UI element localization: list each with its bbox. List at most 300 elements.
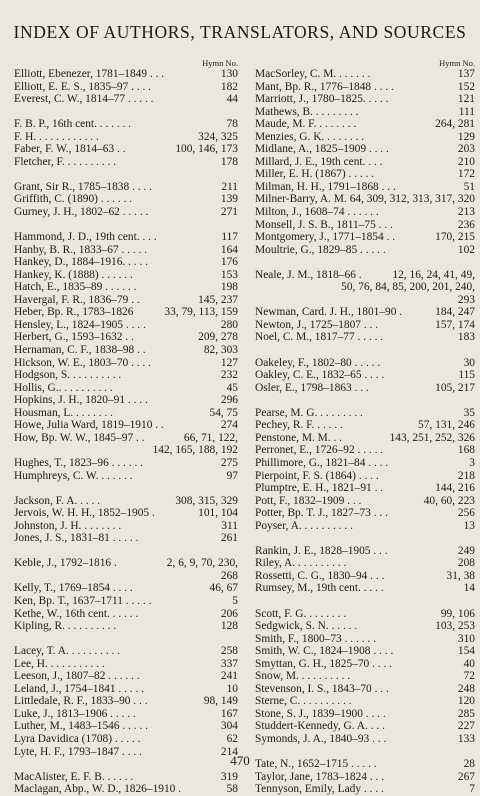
entry-author: Elliott, Ebenezer, 1781–1849 . . . [14, 68, 165, 80]
index-entry [255, 783, 475, 796]
index-entry [14, 582, 238, 595]
index-entry [255, 206, 475, 219]
left-entry-list [14, 68, 238, 796]
index-entry [14, 294, 238, 307]
entry-hymn-numbers: 271 [220, 206, 238, 219]
entry-author: Tennyson, Emily, Lady . . . . [255, 783, 384, 796]
entry-hymn-numbers: 44 [226, 93, 238, 106]
index-entry [14, 81, 238, 94]
entry-hymn-numbers: 203 [457, 143, 475, 156]
index-entry [255, 244, 475, 257]
entry-author: How, Bp. W. W., 1845–97 . . [14, 431, 145, 444]
entry-hymn-numbers: 139 [220, 193, 238, 206]
index-entry [255, 68, 475, 81]
entry-hymn-numbers: 117 [221, 231, 238, 244]
index-entry [14, 394, 238, 407]
index-entry [255, 331, 475, 344]
entry-hymn-numbers: 210 [457, 155, 475, 168]
entry-hymn-numbers: 102 [457, 243, 475, 256]
entry-author: Pierpoint, F. S. (1864) . . . . [255, 469, 379, 482]
index-entry [14, 733, 238, 746]
index-entry [14, 269, 238, 282]
right-entry-list [255, 68, 475, 796]
index-entry [14, 683, 238, 696]
entry-hymn-numbers: 264, 281 [435, 118, 475, 131]
index-entry [255, 419, 475, 432]
entry-author: Housman, L. . . . . . . . [14, 406, 114, 419]
entry-hymn-numbers: 256 [457, 507, 475, 520]
entry-hymn-numbers: 120 [457, 695, 475, 708]
entry-hymn-numbers: 168 [457, 444, 475, 457]
entry-author: Marriott, J., 1780–1825. . . . . [255, 93, 389, 106]
entry-author: Hatch, E., 1835–89 . . . . . . [14, 281, 137, 294]
entry-hymn-numbers: 310 [457, 632, 475, 645]
entry-author: Newton, J., 1725–1807 . . . [255, 318, 379, 331]
index-entry [14, 369, 238, 382]
index-entry [255, 570, 475, 583]
index-entry [255, 708, 475, 721]
entry-hymn-numbers: 10 [226, 682, 238, 695]
index-entry [14, 557, 238, 570]
index-entry [14, 470, 238, 483]
index-entry [255, 143, 475, 156]
index-entry [255, 683, 475, 696]
entry-author: Howe, Julia Ward, 1819–1910 . . [14, 419, 164, 432]
index-entry [255, 457, 475, 470]
index-entry [255, 357, 475, 370]
entry-author: Studdert-Kennedy, G. A. . . . [255, 720, 385, 733]
hymn-number-heading-left: Hymn No. [202, 58, 238, 68]
entry-hymn-numbers: 208 [457, 557, 475, 570]
entry-author: Osler, E., 1798–1863 . . . [255, 381, 369, 394]
entry-author: Hernaman, C. F., 1838–98 . . [14, 344, 146, 357]
entry-author: Jackson, F. A. . . . . [14, 494, 101, 507]
index-entry [255, 545, 475, 558]
index-entry [14, 658, 238, 671]
entry-author: Phillimore, G., 1821–84 . . . . [255, 456, 389, 469]
entry-author: Miller, E. H. (1867) . . . . . [255, 168, 375, 181]
index-entry [14, 256, 238, 269]
entry-continuation: 268 [220, 569, 238, 582]
entry-author: Maude, M. F. . . . . . . . [255, 118, 357, 131]
entry-hymn-numbers: 64, 309, 312, 313, 317, 320 [349, 193, 475, 206]
entry-author: Griffith, C. (1890) . . . . . . [14, 193, 133, 206]
entry-author: Smith, F., 1800–73 . . . . . . [255, 632, 376, 645]
entry-author: Ken, Bp. T., 1637–1711 . . . . . [14, 594, 152, 607]
entry-hymn-numbers: 111 [458, 105, 475, 118]
entry-hymn-numbers: 337 [220, 657, 238, 670]
entry-hymn-numbers: 153 [220, 268, 238, 281]
entry-author: Snow, M. . . . . . . . . . [255, 670, 351, 683]
entry-hymn-numbers: 261 [220, 532, 238, 545]
index-entry [255, 720, 475, 733]
entry-author: Fletcher, F. . . . . . . . . . [14, 155, 117, 168]
entry-author: Lacey, T. A. . . . . . . . . . [14, 645, 121, 658]
entry-author: Pechey, R. F. . . . . . [255, 419, 343, 432]
entry-hymn-numbers: 35 [463, 406, 475, 419]
entry-hymn-numbers: 57, 131, 246 [418, 419, 475, 432]
index-entry [255, 156, 475, 169]
entry-hymn-numbers: 213 [457, 206, 475, 219]
index-entry [255, 670, 475, 683]
entry-author: Newman, Card. J. H., 1801–90 . [255, 306, 403, 319]
entry-hymn-numbers: 164 [220, 243, 238, 256]
entry-hymn-numbers: 127 [220, 356, 238, 369]
index-entry [255, 219, 475, 232]
entry-author: Stevenson, I. S., 1843–70 . . . [255, 682, 389, 695]
entry-author: Taylor, Jane, 1783–1824 . . . [255, 770, 385, 783]
entry-hymn-numbers: 7 [469, 783, 475, 796]
entry-author: Pott, F., 1832–1909 . . . [255, 494, 362, 507]
entry-hymn-numbers: 46, 67 [209, 582, 238, 595]
entry-hymn-numbers: 227 [457, 720, 475, 733]
entry-hymn-numbers: 129 [457, 130, 475, 143]
entry-hymn-numbers: 170, 215 [435, 231, 475, 244]
entry-author: Hankey, K. (1888) . . . . . . [14, 268, 133, 281]
entry-author: Scott, F. G. . . . . . . . [255, 607, 347, 620]
entry-hymn-numbers: 100, 146, 173 [175, 143, 238, 156]
entry-hymn-numbers: 319 [220, 770, 238, 783]
entry-hymn-numbers: 152 [457, 80, 475, 93]
page-number: 470 [230, 753, 250, 768]
index-entry [255, 407, 475, 420]
entry-author: Noel, C. M., 1817–77 . . . . . [255, 331, 384, 344]
entry-author: Gurney, J. H., 1802–62 . . . . . [14, 206, 149, 219]
entry-author: Sedgwick, S. N. . . . . . [255, 620, 358, 633]
index-entry [14, 319, 238, 332]
index-entry [255, 520, 475, 533]
entry-hymn-numbers: 275 [220, 456, 238, 469]
entry-author: Everest, C. W., 1814–77 . . . . . [14, 93, 154, 106]
entry-hymn-numbers: 249 [457, 544, 475, 557]
entry-hymn-numbers: 5 [232, 594, 238, 607]
entry-hymn-numbers: 40, 60, 223 [423, 494, 475, 507]
entry-hymn-numbers: 45 [226, 381, 238, 394]
entry-author: Rossetti, C. G., 1830–94 . . . [255, 569, 385, 582]
index-entry [14, 231, 238, 244]
index-entry [255, 658, 475, 671]
index-entry [255, 771, 475, 784]
entry-author: Midlane, A., 1825–1909 . . . . [255, 143, 389, 156]
entry-hymn-numbers: 144, 216 [435, 482, 475, 495]
index-entry [255, 633, 475, 646]
index-entry [255, 106, 475, 119]
index-entry [14, 118, 238, 131]
entry-author: Penstone, M. M. . . [255, 431, 343, 444]
index-entry [255, 306, 475, 319]
index-entry [14, 131, 238, 144]
entry-author: Lyra Davidica (1708) . . . . . [14, 732, 141, 745]
entry-author: Hankey, D., 1884–1916. . . . . [14, 256, 149, 269]
entry-author: Rumsey, M., 19th cent. . . . . [255, 582, 384, 595]
entry-hymn-numbers: 280 [220, 318, 238, 331]
index-entry [255, 231, 475, 244]
index-entry [14, 93, 238, 106]
entry-hymn-numbers: 274 [220, 419, 238, 432]
entry-hymn-numbers: 285 [457, 707, 475, 720]
entry-author: Keble, J., 1792–1816 . [14, 557, 117, 570]
entry-hymn-numbers: 172 [457, 168, 475, 181]
entry-author: Herbert, G., 1593–1632 . . [14, 331, 134, 344]
index-entry [14, 532, 238, 545]
entry-author: Hughes, T., 1823–96 . . . . . . [14, 456, 143, 469]
entry-hymn-numbers: 308, 315, 329 [175, 494, 238, 507]
entry-author: F. H. . . . . . . . . . . . [14, 130, 99, 143]
entry-author: Potter, Bp. T. J., 1827–73 . . . [255, 507, 388, 520]
entry-author: F. B. P., 16th cent. . . . . . . [14, 118, 132, 131]
entry-author: Hickson, W. E., 1803–70 . . . . [14, 356, 152, 369]
index-entry [14, 193, 238, 206]
index-entry [14, 281, 238, 294]
entry-author: Pearse, M. G. . . . . . . . . [255, 406, 363, 419]
entry-hymn-numbers: 97 [226, 469, 238, 482]
entry-author: Hopkins, J. H., 1820–91 . . . . [14, 394, 148, 407]
index-entry [14, 181, 238, 194]
entry-hymn-numbers: 154 [457, 645, 475, 658]
entry-author: Millard, J. E., 19th cent. . . . [255, 155, 383, 168]
entry-author: Rankin, J. E., 1828–1905 . . . [255, 544, 388, 557]
entry-hymn-numbers: 30 [463, 356, 475, 369]
entry-hymn-numbers: 267 [457, 770, 475, 783]
index-entry [14, 143, 238, 156]
entry-hymn-numbers: 241 [220, 670, 238, 683]
entry-hymn-numbers: 198 [220, 281, 238, 294]
hymn-number-heading-right: Hymn No. [439, 58, 475, 68]
entry-hymn-numbers: 54, 75 [209, 406, 238, 419]
entry-hymn-numbers: 214 [220, 745, 238, 758]
index-entry [255, 269, 475, 282]
entry-author: Symonds, J. A., 1840–93 . . . [255, 732, 387, 745]
index-entry [255, 369, 475, 382]
entry-hymn-numbers: 176 [220, 256, 238, 269]
entry-author: Montgomery, J., 1771–1854 . . [255, 231, 396, 244]
index-entry [14, 344, 238, 357]
index-entry [14, 407, 238, 420]
index-entry [14, 357, 238, 370]
index-entry [14, 507, 238, 520]
entry-hymn-numbers: 311 [221, 519, 238, 532]
right-column [255, 59, 475, 796]
entry-hymn-numbers: 58 [226, 783, 238, 796]
index-entry [14, 670, 238, 683]
entry-author: Kipling, R. . . . . . . . . . [14, 620, 117, 633]
index-entry [14, 382, 238, 395]
entry-hymn-numbers: 130 [220, 68, 238, 80]
entry-hymn-numbers: 72 [463, 670, 475, 683]
entry-hymn-numbers: 296 [220, 394, 238, 407]
entry-hymn-numbers: 31, 38 [446, 569, 475, 582]
entry-author: Heber, Bp. R., 1783–1826 [14, 306, 134, 319]
entry-hymn-numbers: 3 [469, 456, 475, 469]
entry-author: Milton, J., 1608–74 . . . . . . [255, 206, 379, 219]
entry-author: Kethe, W., 16th cent. . . . . . [14, 607, 139, 620]
entry-author: Leeson, J., 1807–82 . . . . . . [14, 670, 140, 683]
index-entry [255, 470, 475, 483]
entry-hymn-numbers: 236 [457, 218, 475, 231]
entry-continuation: 50, 76, 84, 85, 200, 201, 240, [341, 281, 475, 294]
index-entry [255, 168, 475, 181]
entry-hymn-numbers: 178 [220, 155, 238, 168]
entry-hymn-numbers: 101, 104 [198, 507, 238, 520]
entry-hymn-numbers: 82, 303 [203, 344, 238, 357]
entry-hymn-numbers: 99, 106 [440, 607, 475, 620]
entry-author: Sterne, C. . . . . . . . . . [255, 695, 352, 708]
index-entry [14, 156, 238, 169]
entry-hymn-numbers: 105, 217 [435, 381, 475, 394]
entry-hymn-numbers: 121 [457, 93, 475, 106]
entry-author: Grant, Sir R., 1785–1838 . . . . [14, 180, 152, 193]
entry-author: Plumptre, E. H., 1821–91 . . [255, 482, 384, 495]
entry-hymn-numbers: 218 [457, 469, 475, 482]
entry-author: Jones, J. S., 1831–81 . . . . . [14, 532, 139, 545]
entry-author: Menzies, G. K. . . . . . . . [255, 130, 365, 143]
entry-author: Hensley, L., 1824–1905 . . . . [14, 318, 146, 331]
index-entry [14, 331, 238, 344]
index-entry [255, 93, 475, 106]
entry-author: Smith, W. C., 1824–1908 . . . . [255, 645, 394, 658]
index-entry [14, 457, 238, 470]
entry-hymn-numbers: 40 [463, 657, 475, 670]
entry-author: Mathews, B. . . . . . . . . [255, 105, 359, 118]
entry-hymn-numbers: 66, 71, 122, [183, 431, 238, 444]
entry-author: Jervois, W. H. H., 1852–1905 . [14, 507, 155, 520]
left-column [14, 59, 238, 796]
entry-author: Luke, J., 1813–1906 . . . . . [14, 707, 136, 720]
index-entry [255, 495, 475, 508]
entry-hymn-numbers: 182 [220, 80, 238, 93]
index-entry [255, 444, 475, 457]
entry-author: Maclagan, Abp., W. D., 1826–1910 . [14, 783, 182, 796]
entry-author: Moultrie, G., 1829–85 . . . . . [255, 243, 386, 256]
entry-author: Johnston, J. H. . . . . . . . [14, 519, 122, 532]
entry-hymn-numbers: 13 [463, 519, 475, 532]
entry-hymn-numbers: 78 [226, 118, 238, 131]
entry-author: MacSorley, C. M. . . . . . . [255, 68, 371, 80]
entry-hymn-numbers: 145, 237 [198, 293, 238, 306]
entry-author: Poyser, A. . . . . . . . . . [255, 519, 353, 532]
entry-author: Perronet, E., 1726–92 . . . . . [255, 444, 384, 457]
index-entry [255, 557, 475, 570]
entry-hymn-numbers: 33, 79, 113, 159 [164, 306, 238, 319]
entry-author: Luther, M., 1483–1546 . . . . . [14, 720, 149, 733]
index-entry [14, 244, 238, 257]
entry-author: Littledale, R. F., 1833–90 . . . [14, 695, 148, 708]
entry-continuation: 142, 165, 188, 192 [152, 444, 238, 457]
entry-author: MacAlister, E. F. B. . . . . . [14, 770, 134, 783]
index-entry [14, 720, 238, 733]
entry-author: Elliott, E. E. S., 1835–97 . . . . [14, 80, 152, 93]
entry-author: Hanby, B. R., 1833–67 . . . . . [14, 243, 148, 256]
entry-author: Monsell, J. S. B., 1811–75 . . . [255, 218, 393, 231]
entry-hymn-numbers: 248 [457, 682, 475, 695]
page-title: INDEX OF AUTHORS, TRANSLATORS, AND SOURCES [13, 22, 467, 42]
entry-author: Tate, N., 1652–1715 . . . . . [255, 758, 377, 771]
index-entry [255, 193, 475, 206]
entry-author: Mant, Bp. R., 1776–1848 . . . . [255, 80, 394, 93]
entry-hymn-numbers: 183 [457, 331, 475, 344]
index-entry [14, 695, 238, 708]
entry-hymn-numbers: 258 [220, 645, 238, 658]
index-entry [14, 68, 238, 81]
index-entry [14, 620, 238, 633]
entry-continuation: 293 [457, 293, 475, 306]
entry-author: Oakeley, F., 1802–80 . . . . . [255, 356, 381, 369]
entry-author: Smyttan, G. H., 1825–70 . . . . [255, 657, 393, 670]
entry-hymn-numbers: 51 [463, 180, 475, 193]
entry-hymn-numbers: 304 [220, 720, 238, 733]
entry-author: Milner-Barry, A. M. [255, 193, 347, 206]
index-entry [255, 733, 475, 746]
entry-hymn-numbers: 28 [463, 758, 475, 771]
index-entry [255, 507, 475, 520]
entry-author: Hodgson, S. . . . . . . . . . [14, 369, 122, 382]
entry-hymn-numbers: 206 [220, 607, 238, 620]
index-entry [255, 382, 475, 395]
entry-author: Lyte, H. F., 1793–1847 . . . . [14, 745, 142, 758]
entry-hymn-numbers: 14 [463, 582, 475, 595]
entry-hymn-numbers: 167 [220, 707, 238, 720]
entry-author: Milman, H. H., 1791–1868 . . . [255, 180, 396, 193]
index-entry [14, 771, 238, 784]
entry-hymn-numbers: 103, 253 [435, 620, 475, 633]
entry-hymn-numbers: 2, 6, 9, 70, 230, [166, 557, 238, 570]
entry-hymn-numbers: 12, 16, 24, 41, 49, [392, 268, 475, 281]
index-entry [255, 695, 475, 708]
entry-author: Leland, J., 1754–1841 . . . . . [14, 682, 145, 695]
entry-author: Stone, S. J., 1839–1900 . . . . [255, 707, 386, 720]
entry-author: Hammond, J. D., 19th cent. . . . [14, 231, 157, 244]
entry-author: Riley, A. . . . . . . . . . [255, 557, 347, 570]
entry-author: Hollis, G.. . . . . . . . . . [14, 381, 113, 394]
index-entry [14, 595, 238, 608]
index-entry [255, 482, 475, 495]
entry-hymn-numbers: 184, 247 [435, 306, 475, 319]
index-entry [255, 131, 475, 144]
index-entry [14, 495, 238, 508]
index-entry [14, 306, 238, 319]
index-entry [14, 783, 238, 796]
index-entry [255, 582, 475, 595]
entry-hymn-numbers: 62 [226, 732, 238, 745]
entry-hymn-numbers: 211 [221, 180, 238, 193]
entry-author: Faber, F. W., 1814–63 . . [14, 143, 126, 156]
entry-hymn-numbers: 209, 278 [198, 331, 238, 344]
entry-hymn-numbers: 128 [220, 620, 238, 633]
index-entry [255, 118, 475, 131]
entry-hymn-numbers: 98, 149 [203, 695, 238, 708]
index-entry [14, 608, 238, 621]
index-entry [14, 206, 238, 219]
entry-author: Havergal, F. R., 1836–79 . . [14, 293, 140, 306]
entry-author: Humphreys, C. W. . . . . . . [14, 469, 133, 482]
index-entry [255, 181, 475, 194]
entry-hymn-numbers: 232 [220, 369, 238, 382]
index-entry [14, 645, 238, 658]
entry-hymn-numbers: 143, 251, 252, 326 [389, 431, 475, 444]
index-entry [255, 645, 475, 658]
entry-hymn-numbers: 133 [457, 732, 475, 745]
entry-hymn-numbers: 157, 174 [435, 318, 475, 331]
entry-hymn-numbers: 115 [458, 369, 475, 382]
entry-hymn-numbers: 324, 325 [198, 130, 238, 143]
index-entry [14, 432, 238, 445]
index-entry [14, 708, 238, 721]
index-entry [255, 620, 475, 633]
index-entry [255, 432, 475, 445]
index-entry [255, 81, 475, 94]
entry-author: Lee, H. . . . . . . . . . . [14, 657, 105, 670]
entry-author: Oakley, C. E., 1832–65 . . . . [255, 369, 385, 382]
